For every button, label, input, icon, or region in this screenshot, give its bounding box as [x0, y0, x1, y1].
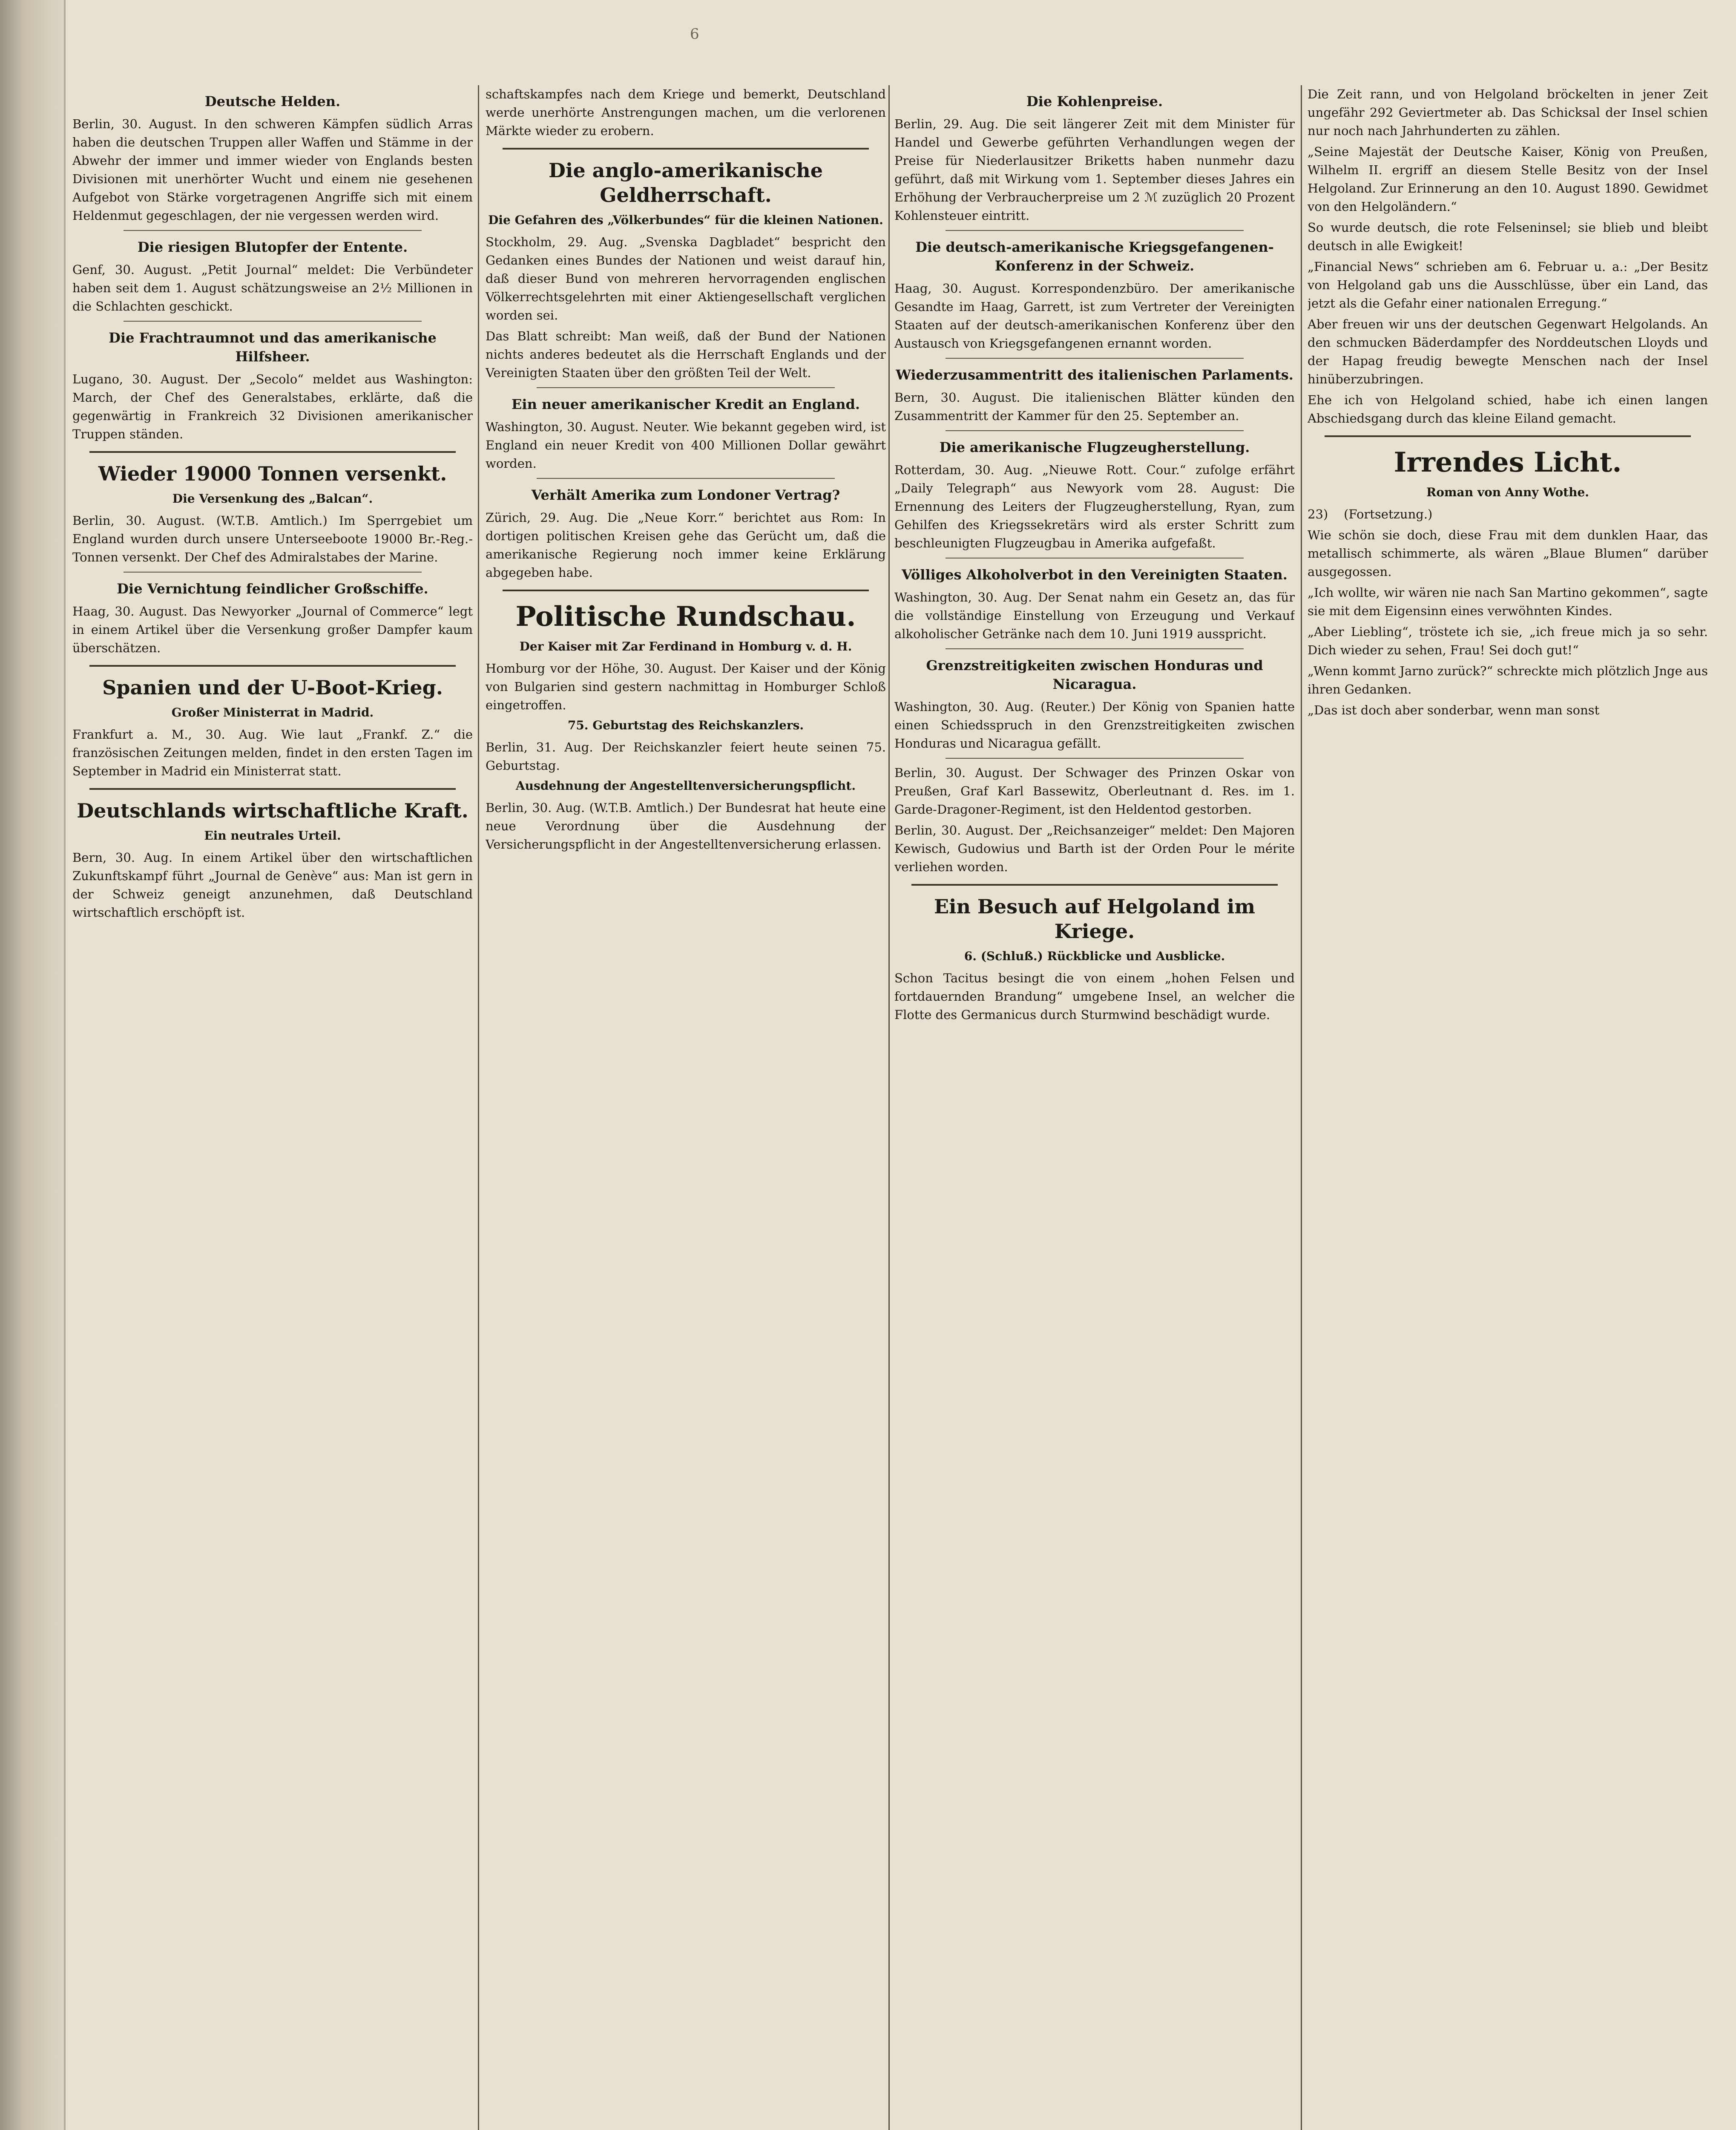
continuation-note: (Fortsetzung.) [1344, 507, 1433, 521]
article-text: Frankfurt a. M., 30. Aug. Wie laut „Frankf. Z.“ die französischen Zeitungen melden, findet in den ersten Tagen im September in Madrid ein Ministerrat statt. [72, 727, 473, 778]
headline: Grenzstreitigkeiten zwischen Honduras und Nicaragua. [926, 657, 1263, 692]
divider [946, 230, 1244, 231]
headline: Die Frachtraumnot und das amerikanische Hilfsheer. [109, 330, 437, 365]
headline: Wieder 19000 Tonnen versenkt. [98, 462, 447, 485]
article-text: Berlin, 31. Aug. Der Reichskanzler feiert heute seinen 75. Geburtstag. [486, 740, 886, 773]
subheadline: Großer Ministerrat in Madrid. [171, 705, 374, 720]
article-text: „Seine Majestät der Deutsche Kaiser, König von Preußen, Wilhelm II. ergriff an diesem Stelle Besitz von der Insel Helgoland. Zur Erinnerung an den 10. August 1890. Gewidmet von den Helgoländern.“ [1308, 144, 1708, 214]
article-text: Bern, 30. Aug. In einem Artikel über den wirtschaftlichen Zukunftskampf führt „Journal de Genève“ aus: Man ist gern in der Schweiz geneigt anzunehmen, daß Deutschland wirtschaftlich erschöpft ist. [72, 850, 473, 920]
article-text: Homburg vor der Höhe, 30. August. Der Kaiser und der König von Bulgarien sind gestern nachmittag in Homburger Schloß eingetroffen. [486, 661, 886, 712]
divider [124, 572, 422, 573]
book-binding [0, 0, 66, 2130]
divider [911, 884, 1278, 886]
serial-headline: Irrendes Licht. [1394, 446, 1622, 478]
headline: Die amerikanische Flugzeugherstellung. [939, 439, 1250, 455]
serial-number [1308, 505, 1708, 524]
headline: Ein neuer amerikanischer Kredit an England. [512, 396, 860, 412]
column-3 [894, 85, 1295, 2130]
headline: Die riesigen Blutopfer der Entente. [137, 239, 408, 255]
column-2 [486, 85, 886, 2130]
article-text: Berlin, 30. August. Der Schwager des Prinzen Oskar von Preußen, Graf Karl Bassewitz, Oberleutnant d. Res. im 1. Garde-Dragoner-Regiment, ist den Heldentod gestorben. [894, 766, 1295, 817]
section-headline: Politische Rundschau. [515, 601, 856, 633]
article-text: Genf, 30. August. „Petit Journal“ meldet: Die Verbündeter haben seit dem 1. August schätzungsweise an 2½ Millionen in die Schlachten geschickt. [72, 262, 473, 314]
page-number: 6 [690, 26, 699, 43]
divider [946, 430, 1244, 431]
divider [503, 148, 869, 150]
article-text: Rotterdam, 30. Aug. „Nieuwe Rott. Cour.“ zufolge erfährt „Daily Telegraph“ aus Newyork vom 28. August: Die Ernennung des Leiters der Flugzeugherstellung, Ryan, zum Gehilfen des Kriegssekretärs wird als erster Schritt zum beschleunigten Flugzeugbau in Amerika aufgefaßt. [894, 463, 1295, 550]
divider [946, 758, 1244, 759]
divider [537, 478, 835, 479]
article-text: Washington, 30. August. Neuter. Wie bekannt gegeben wird, ist England ein neuer Kredit von 400 Millionen Dollar gewährt worden. [486, 420, 886, 471]
article-text: „Das ist doch aber sonderbar, wenn man sonst [1308, 703, 1600, 717]
article-text: Lugano, 30. August. Der „Secolo“ meldet aus Washington: March, der Chef des Generalstabes, erklärte, daß die gegenwärtig in Frankreich 32 Divisionen amerikanischer Truppen ständen. [72, 372, 473, 441]
article-text: Das Blatt schreibt: Man weiß, daß der Bund der Nationen nichts anderes bedeutet als die Herrschaft Englands und der Vereinigten Staaten über den größten Teil der Welt. [486, 329, 886, 380]
article-text: So wurde deutsch, die rote Felseninsel; sie blieb und bleibt deutsch in alle Ewigkeit! [1308, 220, 1708, 253]
column-rule [478, 85, 479, 2130]
headline: Spanien und der U-Boot-Krieg. [102, 676, 443, 699]
headline: Die Kohlenpreise. [1026, 93, 1163, 109]
column-4 [1308, 85, 1708, 2130]
subheadline: Die Versenkung des „Balcan“. [172, 492, 373, 506]
article-text: Washington, 30. Aug. (Reuter.) Der König von Spanien hatte einen Schiedsspruch in den Grenzstreitigkeiten zwischen Honduras und Nicaragua gefällt. [894, 699, 1295, 751]
column-rule [1301, 85, 1302, 2130]
divider [537, 387, 835, 388]
article-text: Aber freuen wir uns der deutschen Gegenwart Helgolands. An den schmucken Bäderdampfer des Norddeutschen Lloyds und der Hapag freudig bewegte Menschen nach der Insel hinüberzubringen. [1308, 317, 1708, 386]
article-text: Haag, 30. August. Korrespondenzbüro. Der amerikanische Gesandte im Haag, Garrett, ist zum Vertreter der Vereinigten Staaten auf der deutsch-amerikanischen Konferenz über den Austausch von Kriegsgefangenen ernannt worden. [894, 281, 1295, 351]
subheadline: Ein neutrales Urteil. [204, 829, 341, 843]
divider [89, 788, 456, 790]
article-text: „Wenn kommt Jarno zurück?“ schreckte mich plötzlich Jnge aus ihren Gedanken. [1308, 664, 1708, 697]
article-text: Berlin, 30. August. (W.T.B. Amtlich.) Im Sperrgebiet um England wurden durch unsere Unterseeboote 19000 Br.-Reg.-Tonnen versenkt. Der Chef des Admiralstabes der Marine. [72, 513, 473, 564]
article-text: Wie schön sie doch, diese Frau mit dem dunklen Haar, das metallisch schimmerte, als wären „Blaue Blumen“ darüber ausgegossen. [1308, 528, 1708, 579]
headline: Die anglo-amerikanische Geldherrschaft. [549, 159, 823, 207]
subheadline: 6. (Schluß.) Rückblicke und Ausblicke. [964, 949, 1225, 963]
article-text: Schon Tacitus besingt die von einem „hohen Felsen und fortdauernden Brandung“ umgebene Insel, an welcher die Flotte des Germanicus durch Sturmwind beschädigt wurde. [894, 971, 1295, 1022]
subheadline: Die Gefahren des „Völkerbundes“ für die kleinen Nationen. [488, 213, 883, 227]
installment-number: 23) [1308, 507, 1328, 521]
headline: Verhält Amerika zum Londoner Vertrag? [531, 487, 840, 503]
article-text: Berlin, 30. Aug. (W.T.B. Amtlich.) Der Bundesrat hat heute eine neue Verordnung über die Ausdehnung der Versicherungspflicht in der Angestelltenversicherung erlassen. [486, 800, 886, 852]
divider [946, 358, 1244, 359]
divider [124, 321, 422, 322]
headline: Deutsche Helden. [204, 93, 341, 109]
serial-author: Roman von Anny Wothe. [1426, 485, 1589, 499]
article-text: Berlin, 29. Aug. Die seit längerer Zeit mit dem Minister für Handel und Gewerbe geführten Verhandlungen wegen der Preise für Niederlausitzer Briketts haben nunmehr dazu geführt, daß mit Wirkung vom 1. September dieses Jahres ein Erhöhung der Verbraucherpreise um 2 ℳ zuzüglich 20 Prozent Kohlensteuer eintritt. [894, 117, 1295, 223]
article-text: „Financial News“ schrieben am 6. Februar u. a.: „Der Besitz von Helgoland gab uns die Ausschlüsse, über ein Land, das jetzt als die Gefahr einer nationalen Erregung.“ [1308, 259, 1708, 311]
column-rule [888, 85, 890, 2130]
divider [89, 665, 456, 667]
article-text: Haag, 30. August. Das Newyorker „Journal of Commerce“ legt in einem Artikel über die Versenkung großer Dampfer kaum überschätzen. [72, 604, 473, 655]
article-text: schaftskampfes nach dem Kriege und bemerkt, Deutschland werde unerhörte Anstrengungen machen, um die verlorenen Märkte wieder zu erobern. [486, 87, 886, 138]
divider [503, 590, 869, 591]
headline: Deutschlands wirtschaftliche Kraft. [77, 799, 468, 822]
subheadline: Der Kaiser mit Zar Ferdinand in Homburg v. d. H. [519, 639, 852, 653]
article-text: Washington, 30. Aug. Der Senat nahm ein Gesetz an, das für die vollständige Einstellung von Erzeugung und Verkauf alkoholischer Getränke nach dem 10. Juni 1919 ausspricht. [894, 590, 1295, 641]
headline: Die deutsch-amerikanische Kriegsgefangenen-Konferenz in der Schweiz. [915, 239, 1274, 274]
divider [1325, 435, 1691, 437]
article-text: Zürich, 29. Aug. Die „Neue Korr.“ berichtet aus Rom: In dortigen politischen Kreisen gehe das Gerücht um, daß die amerikanische Regierung noch immer keine Erklärung abgegeben habe. [486, 510, 886, 580]
article-text: „Aber Liebling“, tröstete ich sie, „ich freue mich ja so sehr. Dich wieder zu sehen, Frau! Sei doch gut!“ [1308, 625, 1708, 657]
article-text: Berlin, 30. August. Der „Reichsanzeiger“ meldet: Den Majoren Kewisch, Gudowius und Barth ist der Orden Pour le mérite verliehen worden. [894, 823, 1295, 874]
subheadline: Ausdehnung der Angestelltenversicherungspflicht. [515, 779, 856, 793]
divider [946, 648, 1244, 649]
article-text: Die Zeit rann, und von Helgoland bröckelten in jener Zeit ungefähr 292 Geviertmeter ab. Das Schicksal der Insel schien nur noch nach Jahrhunderten zu zählen. [1308, 87, 1708, 138]
article-text: Berlin, 30. August. In den schweren Kämpfen südlich Arras haben die deutschen Truppen aller Waffen und Stämme in der Abwehr der immer und immer wieder von Englands besten Divisionen mit unerhörter Wucht und einem nie gesehenen Aufgebot von Stärke vorgetragenen Angriffe sich mit einem Heldenmut gegeschlagen, der nie vergessen werden wird. [72, 117, 473, 223]
article-text: „Ich wollte, wir wären nie nach San Martino gekommen“, sagte sie mit dem Eigensinn eines verwöhnten Kindes. [1308, 585, 1708, 618]
article-text: Ehe ich von Helgoland schied, habe ich einen langen Abschiedsgang durch das kleine Eiland gemacht. [1308, 393, 1708, 426]
article-text: Stockholm, 29. Aug. „Svenska Dagbladet“ bespricht den Gedanken eines Bundes der Nationen und weist darauf hin, daß dieser Bund von mehreren hervorragenden englischen Völkerrechtsgelehrten mit einer Aktiengesellschaft verglichen worden sei. [486, 235, 886, 322]
headline: Die Vernichtung feindlicher Großschiffe. [117, 581, 428, 597]
column-1 [72, 85, 473, 2130]
article-text: Bern, 30. August. Die italienischen Blätter künden den Zusammentritt der Kammer für den 25. September an. [894, 390, 1295, 423]
subheadline: 75. Geburtstag des Reichskanzlers. [567, 718, 804, 732]
headline: Wiederzusammentritt des italienischen Parlaments. [896, 367, 1293, 383]
divider [89, 451, 456, 453]
divider [124, 230, 422, 231]
headline: Ein Besuch auf Helgoland im Kriege. [934, 895, 1256, 943]
headline: Völliges Alkoholverbot in den Vereinigten Staaten. [902, 567, 1288, 583]
